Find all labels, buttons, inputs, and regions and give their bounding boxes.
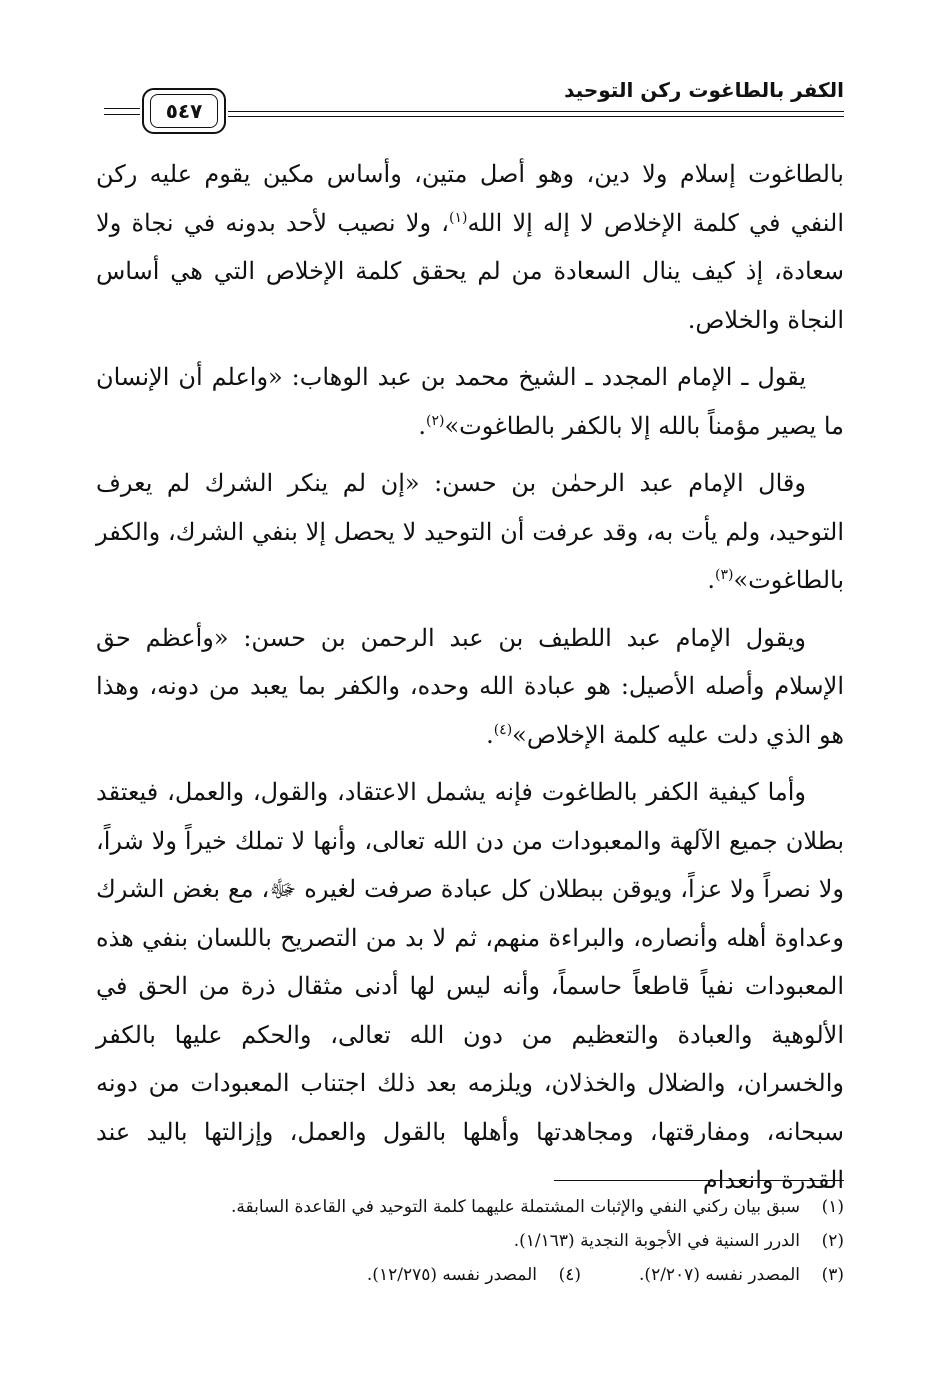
footnote-text: المصدر نفسه (٢/٢٠٧). bbox=[639, 1265, 800, 1285]
paragraph-2 bbox=[96, 353, 844, 450]
footnote-ref-3: (٣) bbox=[715, 567, 734, 583]
footnotes bbox=[96, 1190, 844, 1292]
header-rule bbox=[228, 116, 844, 117]
footnote-number: (٢) bbox=[821, 1231, 844, 1251]
footnote-text: المصدر نفسه (١٢/٢٧٥). bbox=[366, 1265, 538, 1285]
paragraph-3-text-a: وقال الإمام عبد الرحمٰن بن حسن: «إن لم ينكر الشرك لم يعرف التوحيد، ولم يأت به، وقد عرفت أن التوحيد لا يحصل إلا بنفي الشرك، والكفر بالطاغوت» bbox=[96, 469, 844, 594]
paragraph-3-text-b: . bbox=[707, 566, 715, 594]
footnote-ref-4: (٤) bbox=[493, 721, 513, 738]
running-title: الكفر بالطاغوت ركن التوحيد bbox=[564, 78, 844, 102]
paragraph-4 bbox=[96, 614, 844, 760]
footnote-2 bbox=[96, 1224, 844, 1258]
footnote-ref-1: (١) bbox=[449, 209, 468, 226]
paragraph-4-text-b: . bbox=[486, 720, 494, 749]
footnote-3-4 bbox=[96, 1258, 844, 1292]
paragraph-1-text-b: ، ولا نصيب لأحد بدونه في نجاة ولا سعادة، إذ كيف ينال السعادة من لم يحقق كلمة الإخلاص التي هي أساس النجاة والخلاص. bbox=[96, 208, 844, 334]
paragraph-3 bbox=[96, 459, 844, 605]
paragraph-5: وأما كيفية الكفر بالطاغوت فإنه يشمل الاعتقاد، والقول، والعمل، فيعتقد بطلان جميع الآلهة والمعبودات من دن الله تعالى، وأنها لا تملك خيراً ولا شراً، ولا نصراً ولا عزاً، ويوقن ببطلان كل عبادة صرفت لغيره ﷻ، مع بغض الشرك وعداوة أهله وأنصاره، والبراءة منهم، ثم لا بد من التصريح باللسان بنفي هذه المعبودات نفياً قاطعاً حاسماً، وأنه ليس لها أدنى مثقال ذرة من الحق في الألوهية والعبادة والتعظيم من دون الله تعالى، والحكم عليها بالكفر والخسران، والضلال والخذلان، ويلزمه بعد ذلك اجتناب المعبودات من دونه سبحانه، ومفارقتها، ومجاهدتها وأهلها بالقول والعمل، وإزالتها باليد عند القدرة وانعدام bbox=[96, 778, 844, 1194]
footnote-separator bbox=[554, 1180, 844, 1181]
footnote-ref-2: (٢) bbox=[426, 412, 445, 429]
paragraph-1 bbox=[96, 150, 844, 344]
paragraph-4-text-a: ويقول الإمام عبد اللطيف بن عبد الرحمن بن حسن: «وأعظم حق الإسلام وأصله الأصيل: هو عبادة الله وحده، والكفر بما يعبد من دونه، وهذا هو الذي دلت عليه كلمة الإخلاص» bbox=[96, 623, 844, 749]
page-number: ٥٤٧ bbox=[165, 99, 203, 123]
paragraph-2-text-a: يقول ـ الإمام المجدد ـ الشيخ محمد بن عبد الوهاب: «واعلم أن الإنسان ما يصير مؤمناً بالله إلا بالكفر بالطاغوت» bbox=[96, 363, 844, 440]
footnote-text: الدرر السنية في الأجوبة النجدية (١/١٦٣). bbox=[513, 1231, 800, 1251]
page-number-side-rule bbox=[104, 108, 140, 109]
header-rule bbox=[228, 111, 844, 112]
footnote-number: (١) bbox=[821, 1197, 844, 1217]
footnote-1 bbox=[96, 1190, 844, 1224]
main-text bbox=[96, 150, 844, 1214]
footnote-number: (٤) bbox=[558, 1265, 582, 1285]
paragraph-1-text-a: بالطاغوت إسلام ولا دين، وهو أصل متين، وأساس مكين يقوم عليه ركن النفي في كلمة الإخلاص لا إله إلا الله bbox=[96, 160, 844, 237]
page-number-side-rule bbox=[104, 114, 140, 115]
footnote-text: سبق بيان ركني النفي والإثبات المشتملة عليهما كلمة التوحيد في القاعدة السابقة. bbox=[230, 1197, 800, 1217]
footnote-number: (٣) bbox=[821, 1265, 844, 1285]
paragraph-2-text-b: . bbox=[418, 411, 426, 440]
